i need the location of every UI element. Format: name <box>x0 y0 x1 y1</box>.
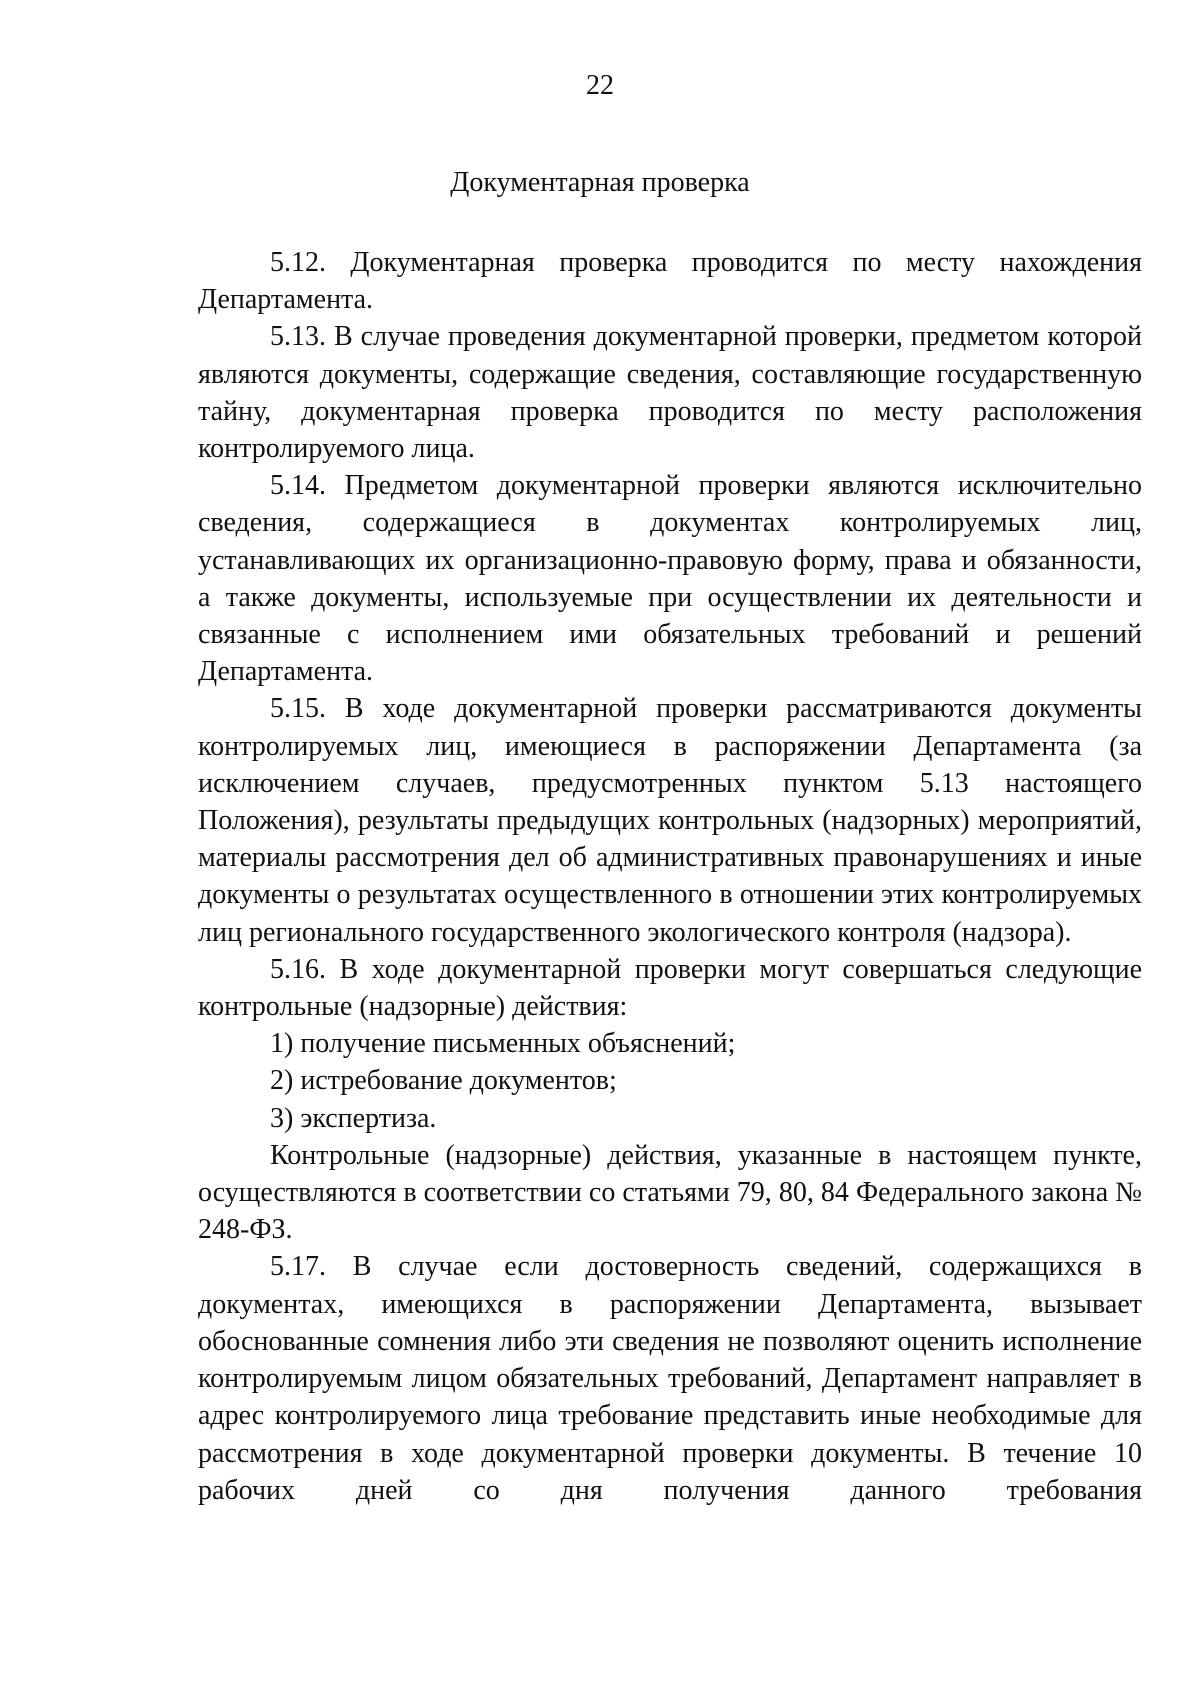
paragraph-5-13: 5.13. В случае проведения документарной проверки, предметом которой являются документы, содержащие сведения, составляющие государственную тайну, документарная проверка проводится по месту расположения контролируемого лица. <box>198 321 1142 465</box>
list-item-2: 2) истребование документов; <box>270 1065 617 1097</box>
page-number: 22 <box>586 70 614 101</box>
paragraph-5-16: 5.16. В ходе документарной проверки могут совершаться следующие контрольные (надзорные) действия: <box>198 953 1142 1023</box>
paragraph-5-17: 5.17. В случае если достоверность сведений, содержащихся в документах, имеющихся в распоряжении Департамента, вызывает обоснованные сомнения либо эти сведения не позволяют оценить исполнение контролируемым лицом обязательных требований, Департамент направляет в адрес контролируемого лица требование представить иные необходимые для рассмотрения в ходе документарной проверки документы. В течение 10 рабочих дней со дня получения данного требования <box>198 1251 1142 1506</box>
document-body <box>198 244 1142 1509</box>
section-title: Документарная проверка <box>450 167 750 198</box>
paragraph-5-12: 5.12. Документарная проверка проводится по месту нахождения Департамента. <box>198 247 1142 316</box>
list-item-3: 3) экспертиза. <box>270 1102 437 1134</box>
paragraph-5-15: 5.15. В ходе документарной проверки рассматриваются документы контролируемых лиц, имеющиеся в распоряжении Департамента (за исключением случаев, предусмотренных пунктом 5.13 настоящего Положения), результаты предыдущих контрольных (надзорных) мероприятий, материалы рассмотрения дел об административных правонарушениях и иные документы о результатах осуществленного в отношении этих контролируемых лиц регионального государственного экологического контроля (надзора). <box>198 693 1142 948</box>
paragraph-5-14: 5.14. Предметом документарной проверки являются исключительно сведения, содержащиеся в документах контролируемых лиц, устанавливающих их организационно-правовую форму, права и обязанности, а также документы, используемые при осуществлении их деятельности и связанные с исполнением ими обязательных требований и решений Департамента. <box>198 470 1142 688</box>
list-item-1: 1) получение письменных объяснений; <box>270 1028 736 1060</box>
paragraph-control-actions: Контрольные (надзорные) действия, указанные в настоящем пункте, осуществляются в соответствии со статьями 79, 80, 84 Федерального закона № 248-ФЗ. <box>198 1139 1142 1246</box>
